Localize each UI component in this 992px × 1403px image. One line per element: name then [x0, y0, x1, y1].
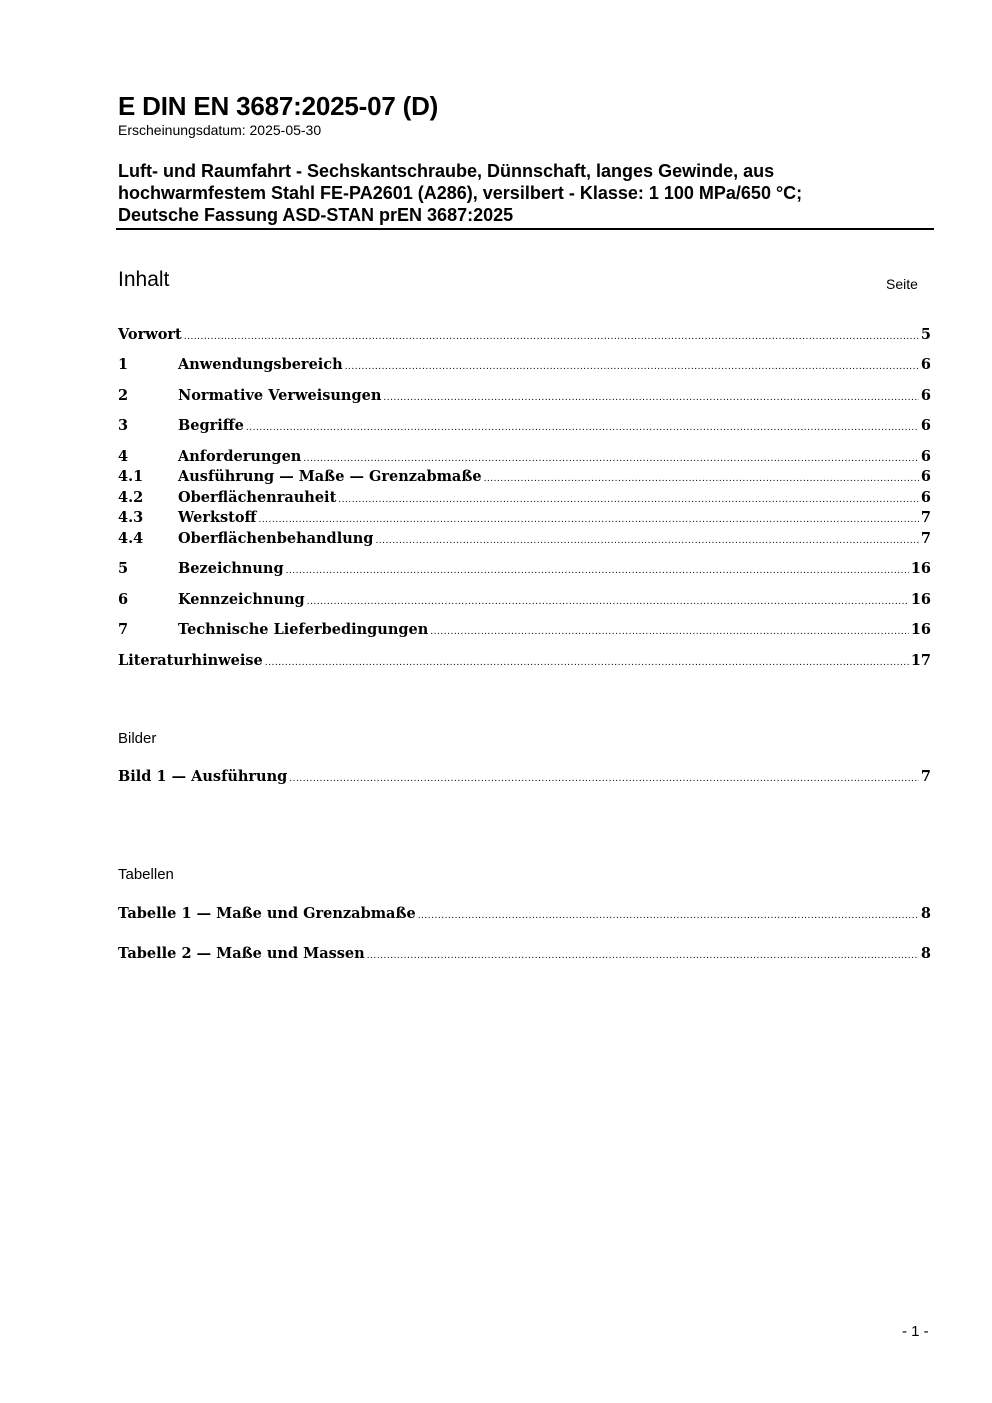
toc-entry-7[interactable]	[118, 621, 931, 641]
toc-entry-title: Begriffe	[178, 417, 244, 434]
toc-entry-4-4[interactable]	[118, 530, 931, 550]
dot-leader	[303, 448, 919, 468]
toc-entry-3[interactable]	[118, 417, 931, 437]
toc-entry-page: 6	[920, 448, 931, 465]
toc-entry-page: 6	[920, 387, 931, 404]
subtitle-line: Deutsche Fassung ASD-STAN prEN 3687:2025	[118, 205, 514, 225]
figure-entry-title: Bild 1 — Ausführung	[118, 768, 288, 785]
toc-entry-page: 7	[920, 509, 931, 526]
dot-leader	[258, 509, 918, 529]
toc-entry-title: Oberflächenbehandlung	[178, 530, 374, 547]
toc-entry-4-3[interactable]	[118, 509, 931, 529]
toc-entry-number: 3	[118, 417, 129, 434]
toc-entry-number: 6	[118, 591, 129, 608]
table-entry-title: Tabelle 2 — Maße und Massen	[118, 945, 365, 962]
page-number: - 1 -	[902, 1323, 929, 1340]
toc-entry-literaturhinweise[interactable]	[118, 652, 931, 672]
toc-entry-4[interactable]	[118, 448, 931, 468]
subtitle-line: Luft- und Raumfahrt - Sechskantschraube, Dünnschaft, langes Gewinde, aus	[118, 161, 775, 181]
document-title: E DIN EN 3687:2025-07 (D)	[118, 91, 439, 121]
table-entry-page: 8	[920, 905, 931, 922]
dot-leader	[338, 489, 919, 509]
toc-heading: Inhalt	[118, 268, 170, 291]
toc-entry-title: Werkstoff	[178, 509, 257, 526]
toc-entry-page: 17	[910, 652, 931, 669]
dot-leader	[383, 387, 919, 407]
table-entry-1[interactable]	[118, 905, 931, 925]
toc-entry-number: 2	[118, 387, 129, 404]
dot-leader	[246, 417, 919, 437]
toc-entry-title: Anwendungsbereich	[178, 356, 343, 373]
table-entry-page: 8	[920, 945, 931, 962]
figure-entry-1[interactable]	[118, 768, 931, 788]
toc-entry-title: Ausführung — Maße — Grenzabmaße	[178, 468, 482, 485]
toc-entry-page: 6	[920, 468, 931, 485]
toc-entry-page: 6	[920, 417, 931, 434]
toc-entry-title: Vorwort	[118, 326, 182, 343]
publication-date: Erscheinungsdatum: 2025-05-30	[118, 122, 322, 138]
toc-entry-title: Anforderungen	[178, 448, 302, 465]
toc-entry-page: 5	[920, 326, 931, 343]
toc-entry-number: 5	[118, 560, 129, 577]
subtitle-line: hochwarmfestem Stahl FE-PA2601 (A286), versilbert - Klasse: 1 100 MPa/650 °C;	[118, 183, 803, 203]
table-entry-title: Tabelle 1 — Maße und Grenzabmaße	[118, 905, 416, 922]
toc-entry-page: 6	[920, 356, 931, 373]
toc-entry-title: Literaturhinweise	[118, 652, 263, 669]
dot-leader	[345, 356, 919, 376]
toc-entry-2[interactable]	[118, 387, 931, 407]
dot-leader	[367, 945, 919, 965]
toc-entry-number: 1	[118, 356, 129, 373]
table-entry-2[interactable]	[118, 945, 931, 965]
figures-heading: Bilder	[118, 730, 157, 747]
toc-entry-page: 16	[910, 621, 931, 638]
toc-entry-number: 4	[118, 448, 129, 465]
toc-entry-page: 16	[910, 591, 931, 608]
dot-leader	[286, 560, 909, 580]
toc-entry-number: 4.2	[118, 489, 144, 506]
toc-entry-number: 4.3	[118, 509, 144, 526]
toc-entry-title: Bezeichnung	[178, 560, 284, 577]
dot-leader	[375, 530, 918, 550]
toc-entry-1[interactable]	[118, 356, 931, 376]
dot-leader	[418, 905, 919, 925]
dot-leader	[307, 591, 909, 611]
dot-leader	[265, 652, 909, 672]
toc-entry-number: 4.4	[118, 530, 144, 547]
toc-entry-page: 16	[910, 560, 931, 577]
title-divider	[116, 228, 934, 230]
toc-entry-page: 6	[920, 489, 931, 506]
toc-entry-title: Normative Verweisungen	[178, 387, 382, 404]
toc-entry-5[interactable]	[118, 560, 931, 580]
toc-entry-6[interactable]	[118, 591, 931, 611]
document-subtitle	[118, 160, 918, 226]
toc-entry-4-1[interactable]	[118, 468, 931, 488]
toc-entry-title: Technische Lieferbedingungen	[178, 621, 429, 638]
toc-entry-4-2[interactable]	[118, 489, 931, 509]
dot-leader	[289, 768, 919, 788]
dot-leader	[430, 621, 909, 641]
dot-leader	[184, 326, 919, 346]
page-column-label: Seite	[886, 276, 918, 292]
toc-entry-title: Oberflächenrauheit	[178, 489, 337, 506]
toc-entry-title: Kennzeichnung	[178, 591, 305, 608]
dot-leader	[484, 468, 919, 488]
tables-heading: Tabellen	[118, 866, 174, 883]
toc-entry-number: 7	[118, 621, 129, 638]
figure-entry-page: 7	[920, 768, 931, 785]
toc-entry-page: 7	[920, 530, 931, 547]
toc-entry-vorwort[interactable]	[118, 326, 931, 346]
toc-entry-number: 4.1	[118, 468, 144, 485]
